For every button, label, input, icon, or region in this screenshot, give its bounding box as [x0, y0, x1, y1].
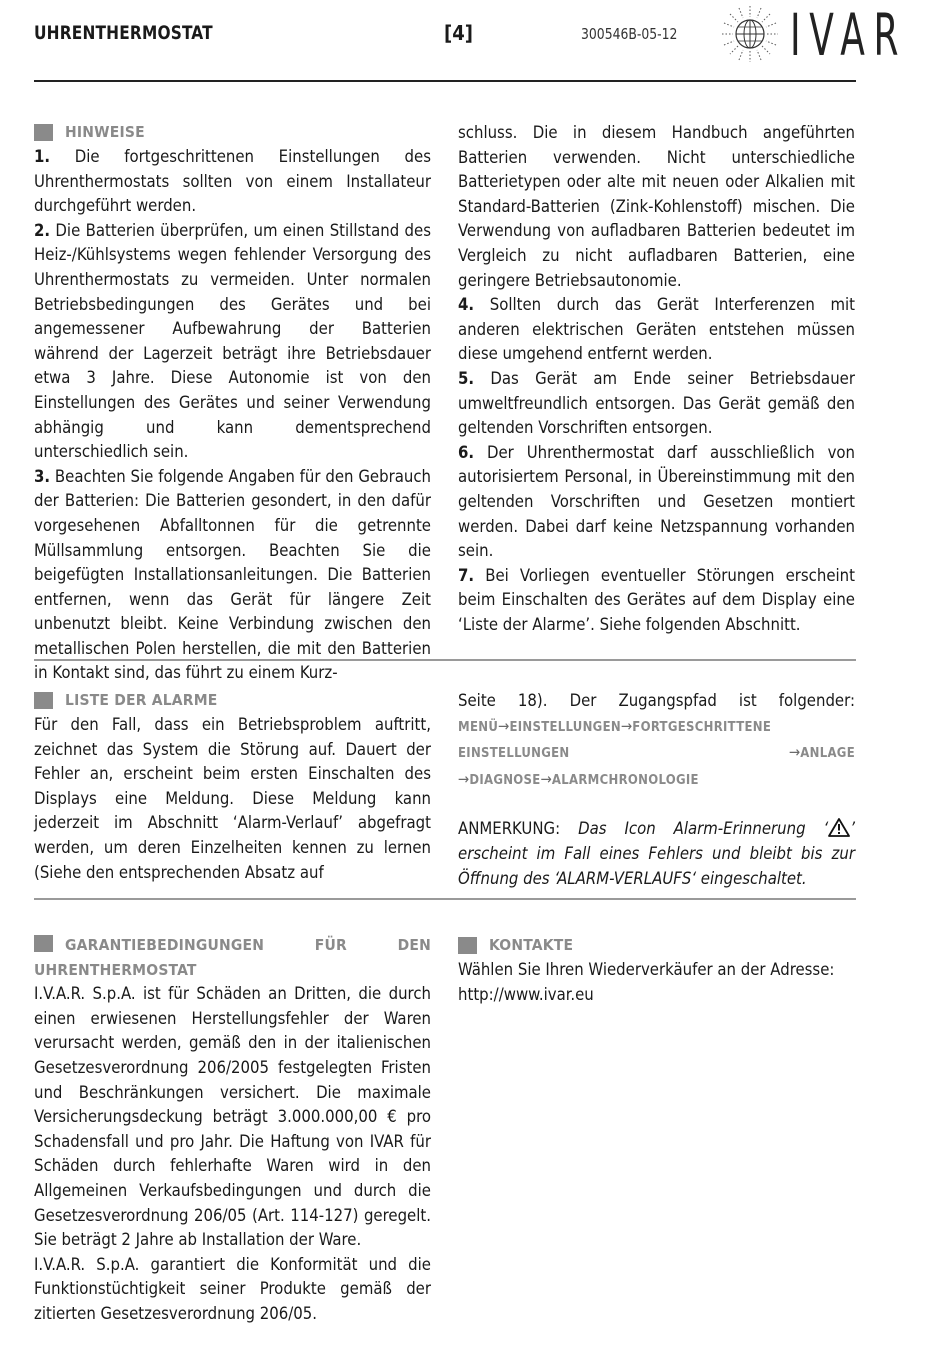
path-step: FORTGESCHRITTENE EINSTELLUNGEN: [458, 719, 772, 762]
heading-square-icon: [458, 937, 477, 954]
path-step: EINSTELLUNGEN: [509, 719, 621, 735]
globe-logo-icon: [722, 6, 778, 62]
arrow-right-icon: →: [458, 769, 470, 788]
list-item: 5. Das Gerät am Ende seiner Betriebsdauer umweltfreundlich entsorgen. Das Gerät gemäß den geltenden Vorschriften entsorgen.: [458, 368, 855, 438]
arrow-right-icon: →: [540, 769, 552, 788]
alarme-heading: LISTE DER ALARME: [34, 688, 431, 712]
list-item: 6. Der Uhrenthermostat darf ausschließlich von autorisiertem Personal, in Übereinstimmung mit den geltenden Vorschriften und Gesetzen montiert werden. Dabei darf keine Netzspannung vorhanden sein.: [458, 442, 855, 561]
page-number: [4]: [444, 21, 473, 45]
note-label: ANMERKUNG:: [458, 819, 561, 839]
garantie-paragraph: I.V.A.R. S.p.A. ist für Schäden an Dritten, die durch einen erwiesenen Herstellungsfehler der Waren verursacht werden, gemäß den in der italienischen Gesetzesverordnung 206/2005 festgelegten Fristen und Beschränkungen versichert. Die maximale Versicherungsdeckung beträgt 3.000.000,00 € pro Schadensfall und pro Jahr. Die Haftung von IVAR für Schäden durch fehlerhafte Waren wird in den Allgemeinen Verkaufsbedingungen und durch die Gesetzesverordnung 206/05 (Art. 114-127) geregelt. Sie beträgt 2 Jahre ab Installation der Ware.: [34, 984, 431, 1250]
list-item-continued: schluss. Die in diesem Handbuch angeführten Batterien verwenden. Nicht unterschiedliche Batterietypen oder alte mit neuen oder Alkalien mit Standard-Batterien (Zink-Kohlenstoff) mischen. Die Verwendung von aufladbaren Batterien bedeutet im Vergleich zu nicht aufladbaren Batterien, eine geringere Betriebsautonomie.: [458, 123, 855, 290]
alarme-left-column: [34, 688, 431, 885]
path-step: ALARMCHRONOLOGIE: [551, 772, 699, 788]
website-link[interactable]: http://www.ivar.eu: [458, 984, 594, 1004]
heading-square-icon: [34, 692, 53, 709]
hinweise-left-column: [34, 120, 431, 686]
section-divider: [34, 898, 856, 900]
document-code: 300546B-05-12: [581, 25, 678, 43]
list-item: 3. Beachten Sie folgende Angaben für den Gebrauch der Batterien: Die Batterien gesondert, in den dafür vorgesehenen Abfalltonnen für die getrennte Müllsammlung entsorgen. Beachten Sie die beigefügten Installationsanleitungen. Die Batterien entfernen, wenn das Gerät für längere Zeit unbenutzt bleibt. Keine Verbindung zwischen den metallischen Polen herstellen, die mit den Batterien in Kontakt sind, das führt zu einem Kurz-: [34, 466, 431, 683]
garantie-heading: GARANTIEBEDINGUNGEN FÜR DEN UHRENTHERMOSTAT: [34, 936, 431, 979]
section-divider: [34, 659, 856, 661]
arrow-right-icon: →: [498, 716, 510, 735]
list-item: 2. Die Batterien überprüfen, um einen Stillstand des Heiz-/Kühlsystems wegen fehlender Versorgung des Uhrenthermostats zu vermeiden. Unter normalen Betriebsbedingungen des Gerätes und bei angemessener Aufbewahrung der Batterien während der Lagerzeit beträgt ihre Betriebsdauer etwa 3 Jahre. Diese Autonomie ist von den Einstellungen des Gerätes und seiner Verwendung abhängig und kann dementsprechend unterschiedlich sein.: [34, 220, 431, 462]
hinweise-heading: HINWEISE: [34, 120, 431, 144]
path-step: ANLAGE: [800, 746, 855, 762]
kontakte-text: Wählen Sie Ihren Wiederverkäufer an der Adresse:: [458, 960, 835, 979]
note-paragraph: ANMERKUNG: Das Icon Alarm-Erinnerung ‘ ’ erscheint im Fall eines Fehlers und bleibt bis zur Öffnung des ‘ALARM-VERLAUFS‘ eingeschaltet.: [458, 819, 855, 888]
path-step: MENÜ: [458, 719, 499, 735]
access-path-paragraph: Seite 18). Der Zugangspfad ist folgender: MENÜ→EINSTELLUNGEN→FORTGESCHRITTENE EINSTELLUNGEN →ANLAGE →DIAGNOSE→ALARMCHRONOLOGIE: [458, 691, 855, 788]
arrow-right-icon: →: [788, 743, 801, 762]
garantie-paragraph: I.V.A.R. S.p.A. garantiert die Konformität und die Funktionstüchtigkeit seiner Produkte gemäß der zitierten Gesetzesverordnung 206/05.: [34, 1254, 431, 1323]
arrow-right-icon: →: [620, 716, 633, 735]
brand-logo: IVAR: [790, 1, 908, 69]
garantie-column: [34, 933, 431, 1327]
heading-square-icon: [34, 124, 53, 141]
list-item: 1. Die fortgeschrittenen Einstellungen des Uhrenthermostats sollten von einem Installateur durchgeführt werden.: [34, 147, 431, 216]
kontakte-column: [458, 933, 855, 1007]
warning-triangle-icon: [828, 818, 850, 837]
heading-square-icon: [34, 935, 53, 952]
hinweise-right-column: [458, 121, 855, 637]
document-title: UHRENTHERMOSTAT: [34, 22, 213, 44]
list-item: 4. Sollten durch das Gerät Interferenzen mit anderen elektrischen Geräten entstehen müssen diese umgehend entfernt werden.: [458, 295, 855, 364]
page-header: [34, 0, 908, 82]
path-step: DIAGNOSE: [469, 772, 541, 788]
alarme-right-column: [458, 689, 855, 891]
kontakte-heading: KONTAKTE: [458, 933, 855, 957]
alarme-text: Für den Fall, dass ein Betriebsproblem auftritt, zeichnet das System die Störung auf. Dauert der Fehler an, erscheint beim ersten Einschalten des Displays eine Meldung. Diese Meldung kann jederzeit im Abschnitt ‘Alarm-Verlauf’ abgefragt werden, um deren Einzelheiten kennen zu lernen (Siehe den entsprechenden Absatz auf: [34, 715, 431, 882]
list-item: 7. Bei Vorliegen eventueller Störungen erscheint beim Einschalten des Gerätes auf dem Display eine ‘Liste der Alarme’. Siehe folgenden Abschnitt.: [458, 565, 855, 634]
